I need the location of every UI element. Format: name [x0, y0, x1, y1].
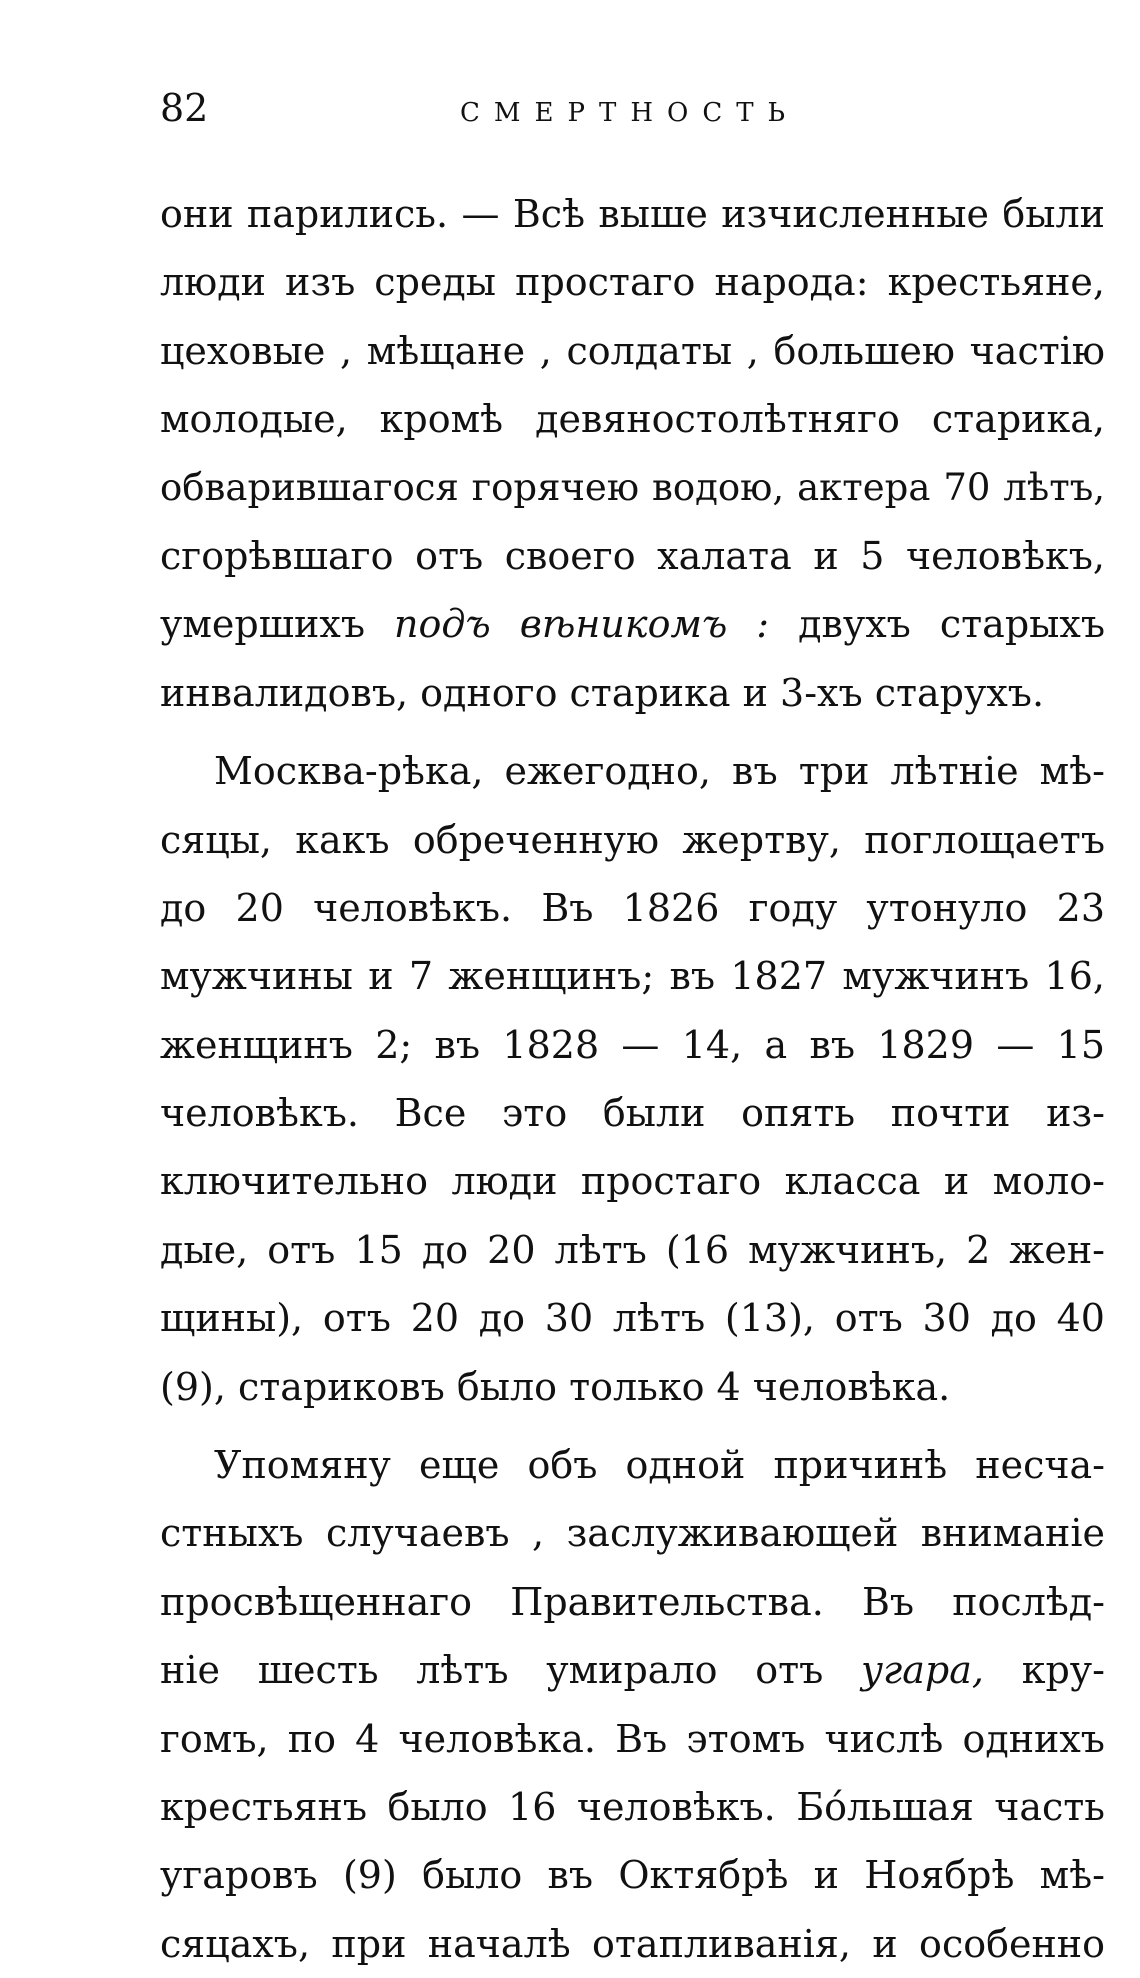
paragraph: [160, 1431, 1105, 1978]
page-header: [160, 88, 1115, 138]
text-line: ніе шесть лѣтъ умирало отъ угара, кру-: [160, 1648, 1105, 1693]
italic-phrase: подъ вѣникомъ :: [394, 602, 770, 647]
body-text: [160, 180, 1105, 1978]
text-line: сяцы, какъ обреченную жертву, поглощаетъ: [160, 817, 1105, 862]
text-line: стныхъ случаевъ , заслуживающей вниманіе: [160, 1511, 1105, 1556]
text-line: гомъ, по 4 человѣка. Въ этомъ числѣ однихъ: [160, 1716, 1105, 1761]
text-line: просвѣщеннаго Правительства. Въ послѣд-: [160, 1579, 1105, 1624]
text-line: Упомяну еще объ одной причинѣ несча-: [214, 1443, 1105, 1488]
text-line: умершихъ подъ вѣникомъ : двухъ старыхъ: [160, 602, 1105, 647]
text-line: инвалидовъ, одного старика и 3-хъ старухъ.: [160, 670, 1045, 715]
text-line: люди изъ среды простаго народа: крестьяне,: [160, 260, 1105, 305]
text-line: (9), стариковъ было только 4 человѣка.: [160, 1364, 951, 1409]
italic-word: угара,: [861, 1648, 984, 1693]
text-line: крестьянъ было 16 человѣкъ. Бо́льшая часть: [160, 1784, 1105, 1829]
text-line: щины), отъ 20 до 30 лѣтъ (13), отъ 30 до 40: [160, 1296, 1105, 1341]
running-title: СМЕРТНОСТЬ: [460, 98, 800, 128]
text-line: ключительно люди простаго класса и моло-: [160, 1159, 1105, 1204]
paragraph: [160, 180, 1105, 727]
text-line: сгорѣвшаго отъ своего халата и 5 человѣкъ,: [160, 533, 1105, 578]
text-line: молодые, кромѣ девяностолѣтняго старика,: [160, 397, 1105, 442]
text-line: они парились. — Всѣ выше изчисленные были: [160, 192, 1105, 236]
text-line: дые, отъ 15 до 20 лѣтъ (16 мужчинъ, 2 жен-: [160, 1227, 1105, 1272]
text-line: обварившагося горячею водою, актера 70 лѣтъ,: [160, 465, 1105, 509]
text-line: сяцахъ, при началѣ отапливанія, и особенно: [160, 1921, 1105, 1966]
paragraph: [160, 737, 1105, 1421]
page-number: 82: [160, 86, 209, 130]
text-line: до 20 человѣкъ. Въ 1826 году утонуло 23: [160, 885, 1105, 930]
text-line: мужчины и 7 женщинъ; въ 1827 мужчинъ 16,: [160, 954, 1105, 999]
text-line: Москва-рѣка, ежегодно, въ три лѣтніе мѣ-: [214, 749, 1105, 794]
text-line: цеховые , мѣщане , солдаты , большею частію: [160, 328, 1105, 373]
text-line: угаровъ (9) было въ Октябрѣ и Ноябрѣ мѣ-: [160, 1853, 1105, 1898]
text-line: женщинъ 2; въ 1828 — 14, а въ 1829 — 15: [160, 1022, 1105, 1067]
text-line: человѣкъ. Все это были опять почти из-: [160, 1091, 1105, 1136]
